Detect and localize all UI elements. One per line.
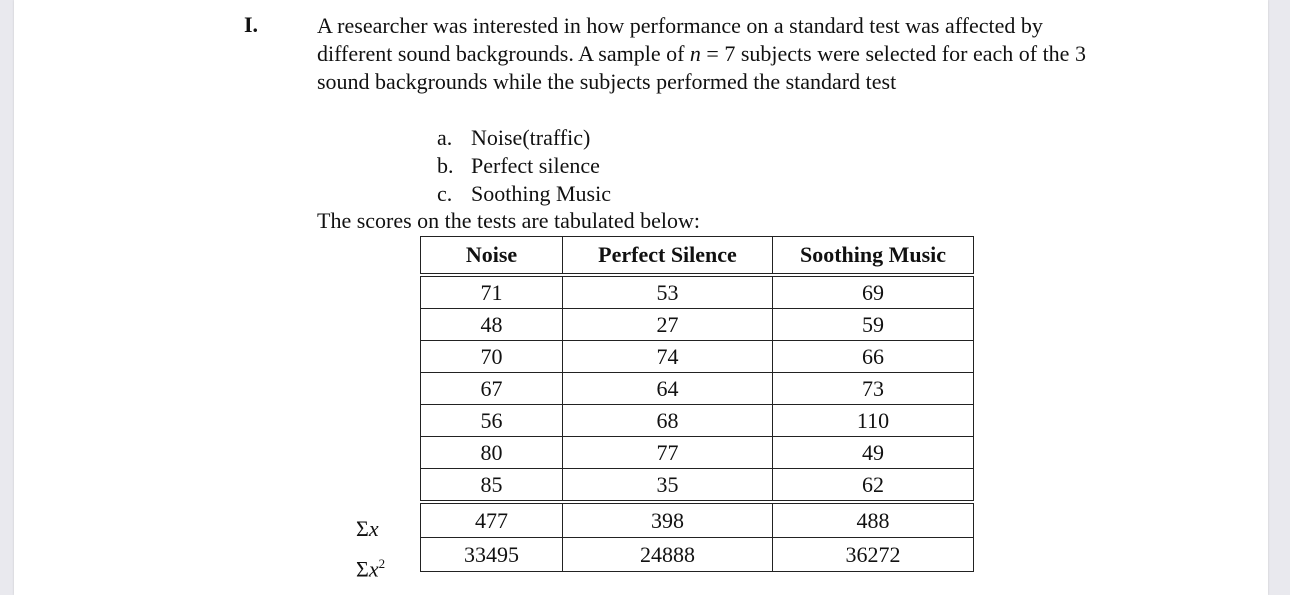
table-cell: 27 bbox=[563, 309, 773, 341]
table-cell: 59 bbox=[773, 309, 974, 341]
table-intro: The scores on the tests are tabulated below: bbox=[317, 208, 701, 233]
table-cell: 77 bbox=[563, 437, 773, 469]
option-b bbox=[437, 152, 611, 180]
sumsq-noise: 33495 bbox=[421, 538, 563, 572]
option-text: Noise(traffic) bbox=[471, 125, 591, 150]
table-cell: 110 bbox=[773, 405, 974, 437]
sigma-symbol: Σ bbox=[356, 556, 369, 582]
exponent: 2 bbox=[378, 556, 386, 571]
table-header-row bbox=[421, 237, 974, 276]
table-cell: 35 bbox=[563, 469, 773, 503]
option-text: Perfect silence bbox=[471, 153, 600, 178]
table-cell: 67 bbox=[421, 373, 563, 405]
table-cell: 64 bbox=[563, 373, 773, 405]
x-variable: x bbox=[368, 556, 379, 582]
table-row bbox=[421, 405, 974, 437]
sumsq-soothing-music: 36272 bbox=[773, 538, 974, 572]
table-cell: 48 bbox=[421, 309, 563, 341]
sum-noise: 477 bbox=[421, 502, 563, 538]
header-soothing-music: Soothing Music bbox=[773, 237, 974, 276]
table-cell: 49 bbox=[773, 437, 974, 469]
option-letter: b. bbox=[437, 153, 454, 178]
question-paragraph bbox=[317, 12, 1117, 96]
table-cell: 80 bbox=[421, 437, 563, 469]
table-cell: 66 bbox=[773, 341, 974, 373]
sum-x-label bbox=[356, 516, 379, 542]
question-number: I. bbox=[244, 12, 259, 37]
header-perfect-silence: Perfect Silence bbox=[563, 237, 773, 276]
sum-soothing-music: 488 bbox=[773, 502, 974, 538]
option-a bbox=[437, 124, 611, 152]
option-letter: c. bbox=[437, 181, 453, 206]
option-c bbox=[437, 180, 611, 208]
sigma-symbol: Σ bbox=[356, 516, 369, 541]
table-cell: 73 bbox=[773, 373, 974, 405]
option-letter: a. bbox=[437, 125, 453, 150]
sum-squares-row bbox=[421, 538, 974, 572]
options-list bbox=[437, 124, 611, 208]
sumsq-perfect-silence: 24888 bbox=[563, 538, 773, 572]
table-row bbox=[421, 437, 974, 469]
paragraph-part-1: A researcher was interested in how performance on a standard test was affected by different sound backgrounds. A sample of bbox=[317, 13, 1043, 66]
scores-table bbox=[420, 236, 974, 572]
sum-perfect-silence: 398 bbox=[563, 502, 773, 538]
paragraph-part-2: = 7 subjects were selected for each of the 3 sound backgrounds while the subjects performed the standard test bbox=[317, 41, 1086, 94]
table-row bbox=[421, 341, 974, 373]
table-cell: 68 bbox=[563, 405, 773, 437]
table-cell: 71 bbox=[421, 275, 563, 309]
sum-x-squared-label bbox=[356, 556, 385, 582]
table-cell: 62 bbox=[773, 469, 974, 503]
n-variable: n bbox=[689, 41, 701, 66]
sum-row bbox=[421, 502, 974, 538]
option-text: Soothing Music bbox=[471, 181, 611, 206]
table-cell: 85 bbox=[421, 469, 563, 503]
table-row bbox=[421, 469, 974, 503]
table-cell: 74 bbox=[563, 341, 773, 373]
table-cell: 56 bbox=[421, 405, 563, 437]
table-row bbox=[421, 373, 974, 405]
table-row bbox=[421, 275, 974, 309]
table-row bbox=[421, 309, 974, 341]
table-cell: 53 bbox=[563, 275, 773, 309]
header-noise: Noise bbox=[421, 237, 563, 276]
table-cell: 70 bbox=[421, 341, 563, 373]
x-variable: x bbox=[368, 516, 379, 541]
table-cell: 69 bbox=[773, 275, 974, 309]
